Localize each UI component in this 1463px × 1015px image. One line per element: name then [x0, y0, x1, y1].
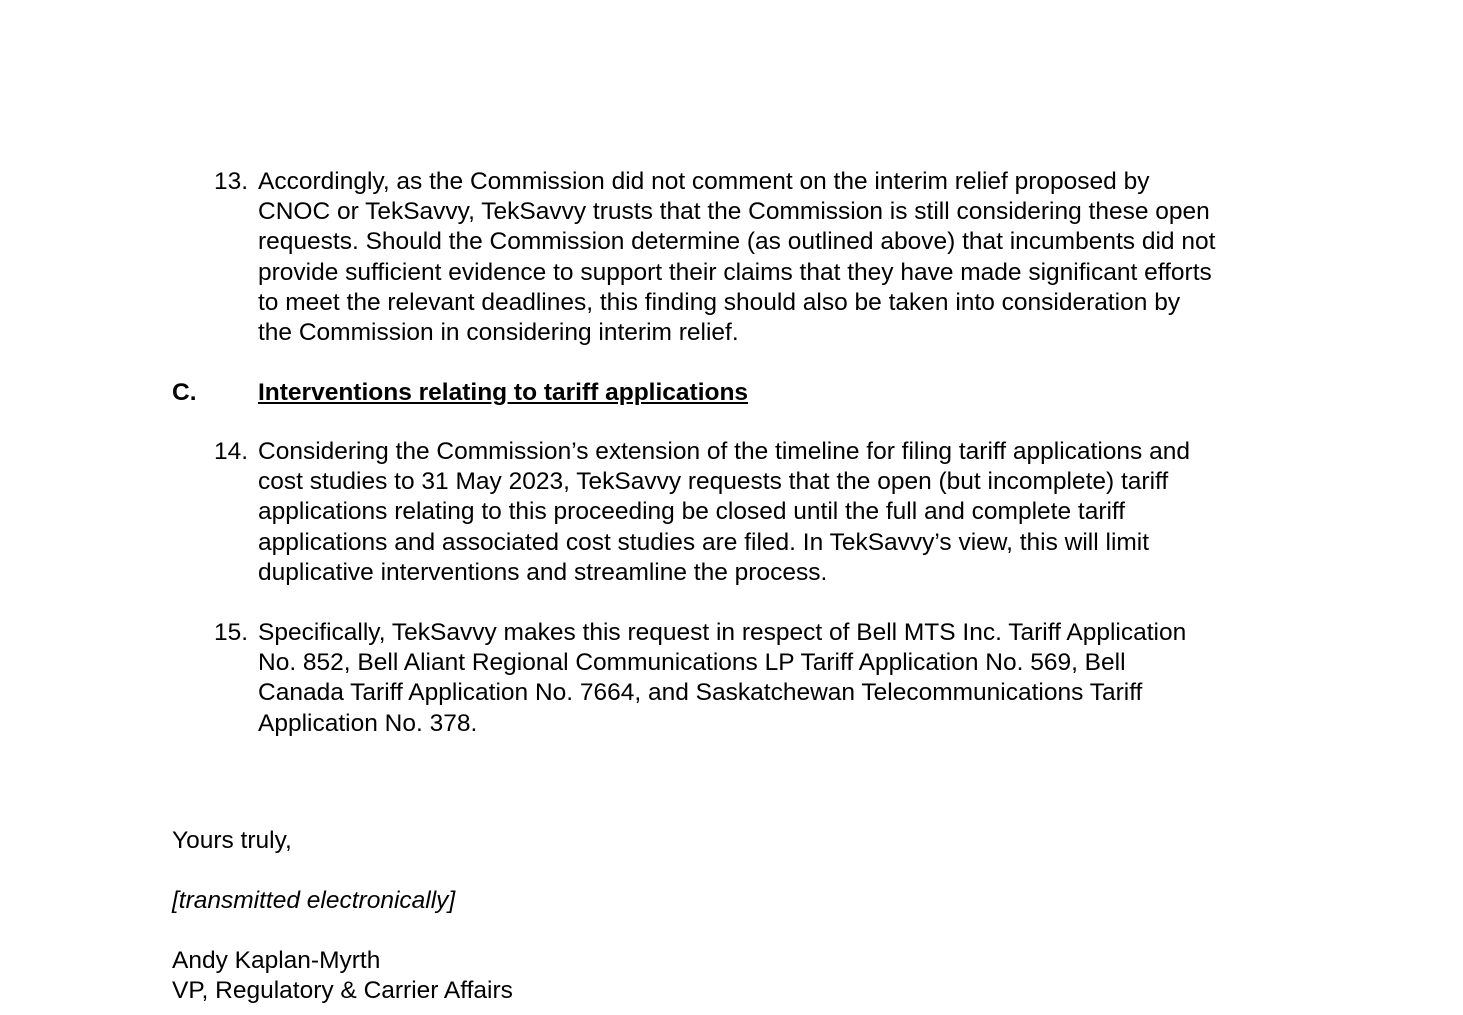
- paragraph-line: Considering the Commission’s extension of the timeline for filing tariff applications and: [258, 438, 1190, 465]
- signatory-title: VP, Regulatory & Carrier Affairs: [172, 977, 513, 1004]
- paragraph-body: [258, 618, 1299, 739]
- signatory-name: Andy Kaplan-Myrth: [172, 947, 381, 974]
- paragraph-line: Accordingly, as the Commission did not comment on the interim relief proposed by: [258, 168, 1150, 195]
- section-title: Interventions relating to tariff applications: [258, 379, 749, 406]
- paragraph-number: 13.: [214, 168, 249, 195]
- section-letter: C.: [172, 379, 197, 406]
- paragraph-line: the Commission in considering interim relief.: [258, 319, 739, 347]
- paragraph-number: 15.: [214, 619, 249, 646]
- transmission-note: [transmitted electronically]: [172, 887, 456, 914]
- paragraph-line: CNOC or TekSavvy, TekSavvy trusts that the Commission is still considering these open: [258, 198, 1210, 226]
- paragraph-line: No. 852, Bell Aliant Regional Communications LP Tariff Application No. 569, Bell: [258, 649, 1126, 677]
- paragraph-line: provide sufficient evidence to support their claims that they have made significant efforts: [258, 258, 1212, 286]
- paragraph-13: [214, 167, 1299, 348]
- paragraph-line: applications and associated cost studies are filed. In TekSavvy’s view, this will limit: [258, 528, 1150, 556]
- paragraph-line: requests. Should the Commission determine (as outlined above) that incumbents did not: [258, 228, 1216, 256]
- paragraph-line: Canada Tariff Application No. 7664, and Saskatchewan Telecommunications Tariff: [258, 679, 1143, 707]
- paragraph-body: [258, 437, 1299, 588]
- paragraph-15: [214, 618, 1299, 739]
- paragraph-line: duplicative interventions and streamline the process.: [258, 558, 828, 586]
- paragraph-line: Specifically, TekSavvy makes this request in respect of Bell MTS Inc. Tariff Application: [258, 619, 1187, 646]
- paragraph-line: applications relating to this proceeding be closed until the full and complete tariff: [258, 498, 1126, 526]
- paragraph-14: [214, 437, 1299, 588]
- paragraph-line: Application No. 378.: [258, 709, 478, 737]
- paragraph-line: to meet the relevant deadlines, this finding should also be taken into consideration by: [258, 288, 1181, 316]
- closing-salutation: Yours truly,: [172, 827, 292, 854]
- paragraph-body: [258, 167, 1299, 348]
- paragraph-number: 14.: [214, 438, 249, 465]
- paragraph-line: cost studies to 31 May 2023, TekSavvy requests that the open (but incomplete) tariff: [258, 468, 1169, 496]
